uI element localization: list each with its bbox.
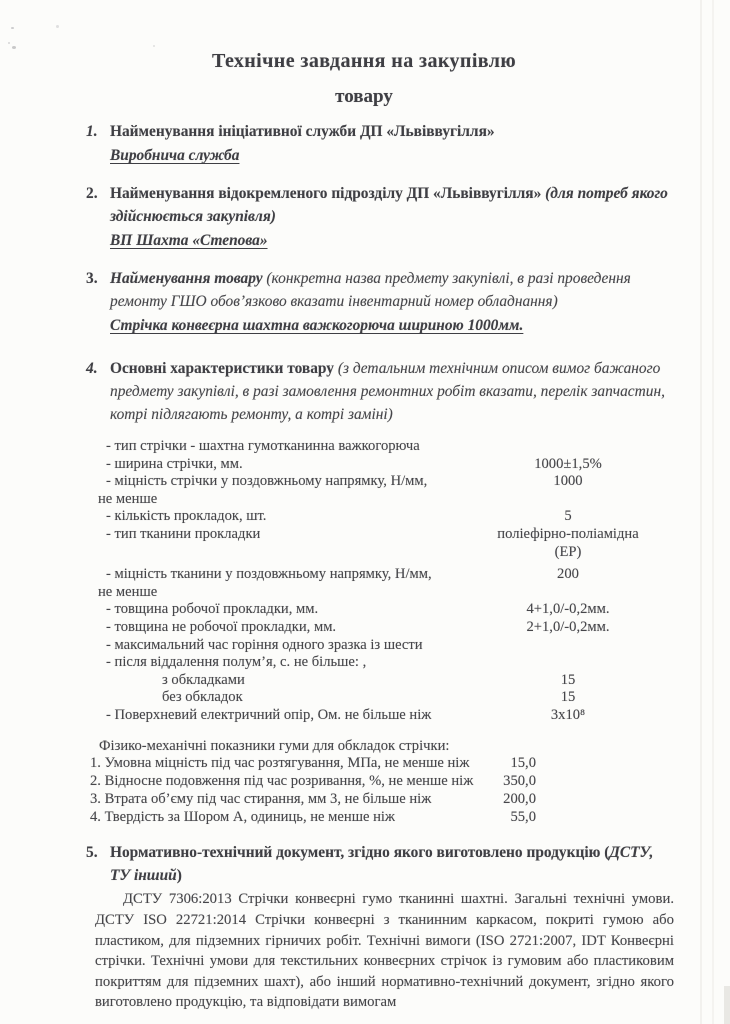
item-2-note: (для потреб якого здійснюється закупівля) [110, 185, 668, 225]
spec-row [106, 672, 674, 690]
spec-row [106, 654, 674, 672]
spec-row [98, 490, 674, 509]
spec-value: 1000±1,5% [534, 455, 602, 472]
rubber-row [90, 791, 674, 809]
spec-label: - міцність стрічки у поздовжньому напрямку, Н/мм, [106, 473, 428, 490]
spec-label [106, 544, 483, 562]
item-2 [86, 182, 674, 252]
standards-paragraph: ДСТУ 7306:2013 Стрічки конвеєрні гумо тканинні шахтні. Загальні технічні умови. ДСТУ ISO 22721:2014 Стрічки конвеєрні з тканинним каркасом, покриті гумою або пластиком, для підземних гірничих робіт. Технічні вимоги (ISO 2721:2007, IDT Конвеєрні стрічки. Технічні умови для текстильних конвеєрних стрічок із гумовим або пластиковим покриттям для підземних шахт), або інший нормативно-технічний документ, згідно якого виготовлено продукцію, та відповідати вимогам [95, 891, 674, 1011]
item-5-heading-close: ) [176, 867, 182, 885]
item-2-heading-line [110, 182, 674, 228]
item-2-heading: Найменування відокремленого підрозділу ДП «Львіввугілля» [110, 185, 546, 202]
spec-label: - ширина стрічки, мм. [106, 455, 243, 472]
spec-row [106, 544, 674, 562]
spec-value: 3х10⁸ [550, 706, 586, 723]
item-3-heading-line [110, 267, 674, 313]
rubber-indicators [86, 738, 674, 827]
spec-value: 1000 [553, 473, 583, 490]
item-5-heading-line [110, 841, 674, 887]
item-3 [86, 267, 674, 337]
rubber-heading: Фізико-механічні показники гуми для обкладок стрічки: [99, 737, 450, 754]
rubber-row [90, 755, 674, 773]
spec-row [106, 456, 674, 474]
item-3-body [110, 267, 674, 337]
rubber-label: 4. Твердість за Шором А, одиниць, не менше ніж [90, 808, 396, 825]
spec-value: 200 [557, 566, 579, 583]
item-3-number: 3. [86, 270, 98, 287]
rubber-row [90, 773, 674, 791]
spec-label: - максимальний час горіння одного зразка із шести [106, 636, 423, 653]
rubber-value: 200,0 [503, 790, 536, 807]
title-line-2: товару [335, 86, 393, 107]
spec-label: - Поверхневий електричний опір, Ом. не більше ніж [106, 706, 432, 723]
item-5-number: 5. [86, 844, 98, 862]
item-2-value: ВП Шахта «Степова» [110, 232, 268, 249]
item-1 [86, 120, 674, 167]
spec-value [483, 491, 653, 509]
rubber-value: 15,0 [510, 755, 536, 772]
spec-label: - товщина не робочої прокладки, мм. [106, 618, 337, 635]
spec-row [106, 689, 674, 707]
spec-row [106, 707, 674, 725]
rubber-value: 55,0 [510, 808, 536, 825]
spec-row [106, 601, 674, 619]
rubber-value: 350,0 [503, 773, 536, 790]
spec-value [483, 637, 653, 655]
spec-value: 15 [560, 689, 576, 706]
item-5 [86, 841, 674, 887]
spec-value: 15 [560, 671, 576, 688]
spec-label: - міцність тканини у поздовжньому напрямку, Н/мм, [106, 566, 432, 583]
spec-label: - товщина робочої прокладки, мм. [106, 601, 319, 618]
spec-list [98, 438, 674, 725]
spec-label: з обкладками [162, 671, 245, 688]
spec-row [106, 508, 674, 526]
item-5-body [110, 841, 674, 887]
spec-row [98, 583, 674, 602]
title-line-1: Технічне завдання на закупівлю [211, 50, 517, 72]
spec-label: - кількість прокладок, шт. [106, 508, 267, 525]
rubber-label: 3. Втрата об’єму під час стирання, мм 3, не більше ніж [90, 790, 432, 807]
spec-label: без обкладок [162, 689, 243, 706]
item-3-note: (конкретна назва предмету закупівлі, в разі проведення ремонту ГШО обов’язково вказати інвентарний номер обладнання) [110, 270, 631, 310]
spec-row [106, 619, 674, 637]
spec-label: - тип тканини прокладки [106, 525, 261, 542]
item-1-body [110, 120, 674, 167]
item-2-number: 2. [86, 185, 98, 202]
document-title [70, 48, 658, 110]
item-4-note: (з детальним технічним описом вимог бажаного предмету закупівлі, в разі замовлення ремонтних робіт вказати, перелік запчастин, котрі підлягають ремонту, а котрі заміні) [110, 360, 665, 423]
spec-value [483, 584, 653, 602]
spec-label: не менше [98, 490, 158, 507]
spec-row [106, 473, 674, 491]
item-1-value: Виробнича служба [110, 147, 240, 164]
spec-label: - тип стрічки - шахтна гумотканинна важкогорюча [106, 438, 420, 454]
spec-row [106, 438, 674, 456]
item-4 [86, 357, 674, 426]
item-4-heading-line [110, 357, 674, 426]
spec-value: 4+1,0/-0,2мм. [526, 601, 610, 618]
item-1-heading: Найменування ініціативної служби ДП «Львіввугілля» [110, 123, 495, 140]
item-3-value: Стрічка конвеєрна шахтна важкогорюча шириною 1000мм. [110, 317, 524, 334]
spec-value [483, 438, 653, 456]
spec-row [106, 637, 674, 655]
spec-value: 5 [564, 508, 572, 525]
spec-value: 2+1,0/-0,2мм. [526, 618, 610, 635]
rubber-row [90, 809, 674, 827]
item-1-number: 1. [86, 123, 98, 140]
item-4-body [110, 357, 674, 426]
rubber-label: 1. Умовна міцність під час розтягування, МПа, не менше ніж [90, 755, 470, 772]
spec-row [106, 566, 674, 584]
spec-label: - після віддалення полум’я, с. не більше: , [106, 654, 367, 671]
spec-value [483, 654, 653, 672]
item-5-note: ДСТУ, ТУ інший [110, 844, 654, 885]
item-5-heading: Нормативно-технічний документ, згідно якого виготовлено продукцію ( [110, 844, 610, 862]
spec-label: не менше [98, 583, 158, 600]
spec-row [106, 526, 674, 544]
item-4-heading: Основні характеристики товару [110, 360, 338, 377]
spec-value: (ЕР) [554, 543, 582, 560]
item-2-body [110, 182, 674, 252]
item-4-number: 4. [86, 360, 98, 377]
rubber-label: 2. Відносне подовження під час розривання, %, не менше ніж [90, 773, 474, 790]
spec-value: поліефірно-поліамідна [497, 525, 639, 542]
item-3-heading: Найменування товару [110, 270, 267, 287]
